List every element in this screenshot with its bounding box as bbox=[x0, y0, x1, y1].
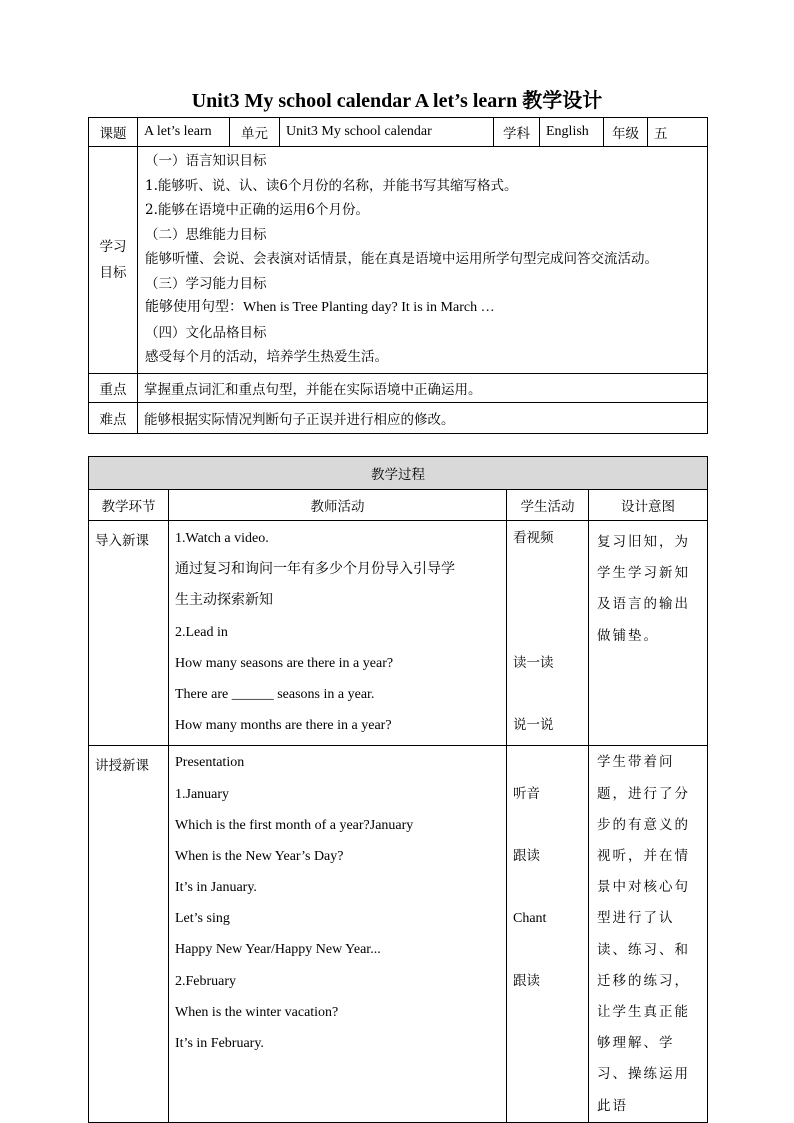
student-activity bbox=[507, 746, 589, 1122]
student-line bbox=[507, 617, 588, 648]
grade-label: 年级 bbox=[604, 118, 648, 147]
goal-line: 1.能够听、说、认、读6个月份的名称，并能书写其缩写格式。 bbox=[145, 177, 518, 194]
student-line bbox=[507, 585, 588, 616]
teacher-activity bbox=[169, 521, 507, 746]
student-line bbox=[507, 872, 588, 903]
teacher-activity bbox=[169, 746, 507, 1122]
teacher-line: When is the winter vacation? bbox=[175, 1004, 339, 1020]
goal-line: 能够听懂、会说、会表演对话情景，能在真是语境中运用所学句型完成问答交流活动。 bbox=[145, 251, 658, 267]
process-row-intro bbox=[89, 521, 708, 746]
teacher-line: 2.February bbox=[175, 973, 237, 989]
teacher-line: 通过复习和询问一年有多少个月份导入引导学 bbox=[175, 562, 455, 578]
header-stage: 教学环节 bbox=[89, 490, 169, 521]
student-line: 听音 bbox=[513, 785, 540, 802]
design-intent: 复习旧知，为学生学习新知及语言的输出做铺垫。 bbox=[589, 521, 708, 746]
process-header-row bbox=[89, 490, 708, 521]
student-activity bbox=[507, 521, 589, 746]
key-points-text: 掌握重点词汇和重点句型，并能在实际语境中正确运用。 bbox=[138, 373, 708, 402]
student-line bbox=[507, 554, 588, 585]
grade-value: 五 bbox=[648, 118, 708, 147]
subject-value: English bbox=[540, 118, 604, 147]
teacher-line: How many months are there in a year? bbox=[175, 718, 392, 734]
teacher-line: 1.January bbox=[175, 786, 230, 802]
header-intent: 设计意图 bbox=[589, 490, 708, 521]
student-line: 跟读 bbox=[513, 847, 540, 864]
stage-label: 讲授新课 bbox=[89, 746, 169, 1122]
goal-line: 能够使用句型：When is Tree Planting day? It is in March … bbox=[145, 300, 495, 315]
subject-label: 学科 bbox=[494, 118, 540, 147]
stage-label: 导入新课 bbox=[89, 521, 169, 746]
goals-label: 学习 目标 bbox=[89, 147, 138, 374]
goal-line: （一）语言知识目标 bbox=[145, 153, 267, 169]
teacher-line: Let’s sing bbox=[175, 911, 230, 927]
goal-line: 2.能够在语境中正确的运用6个月份。 bbox=[145, 202, 369, 218]
goals-content bbox=[138, 147, 708, 374]
goals-row bbox=[89, 147, 708, 374]
process-row-new bbox=[89, 746, 708, 1122]
student-line bbox=[507, 679, 588, 710]
difficulties-text: 能够根据实际情况判断句子正误并进行相应的修改。 bbox=[138, 402, 708, 433]
goal-line: （二）思维能力目标 bbox=[145, 226, 267, 243]
student-line: 看视频 bbox=[513, 530, 554, 546]
teacher-line: Happy New Year/Happy New Year... bbox=[175, 942, 381, 958]
student-line: 跟读 bbox=[513, 972, 540, 989]
teacher-line: When is the New Year’s Day? bbox=[175, 848, 344, 864]
info-row bbox=[89, 118, 708, 147]
difficulties-row bbox=[89, 402, 708, 433]
student-line bbox=[507, 997, 588, 1028]
goal-line: （四）文化品格目标 bbox=[145, 324, 267, 341]
student-line bbox=[507, 747, 588, 778]
student-line: Chant bbox=[513, 911, 547, 927]
teacher-line: 2.Lead in bbox=[175, 624, 228, 640]
teacher-line: 1.Watch a video. bbox=[175, 531, 269, 546]
student-line bbox=[507, 810, 588, 841]
student-line: 读一读 bbox=[513, 654, 554, 671]
process-title: 教学过程 bbox=[89, 457, 708, 490]
key-points-row bbox=[89, 373, 708, 402]
teacher-line: There are ______ seasons in a year. bbox=[175, 686, 375, 702]
teacher-line: It’s in January. bbox=[175, 880, 257, 896]
unit-label: 单元 bbox=[230, 118, 280, 147]
process-table bbox=[88, 456, 708, 1123]
unit-value: Unit3 My school calendar bbox=[280, 118, 494, 147]
student-line bbox=[507, 1028, 588, 1059]
difficulties-label: 难点 bbox=[89, 402, 138, 433]
info-table bbox=[88, 117, 708, 434]
goal-line: （三）学习能力目标 bbox=[145, 275, 267, 292]
teacher-line: 生主动探索新知 bbox=[175, 593, 273, 609]
header-teacher: 教师活动 bbox=[169, 490, 507, 521]
header-student: 学生活动 bbox=[507, 490, 589, 521]
teacher-line: How many seasons are there in a year? bbox=[175, 655, 394, 671]
topic-value: A let’s learn bbox=[138, 118, 230, 147]
topic-label: 课题 bbox=[89, 118, 138, 147]
teacher-line: It’s in February. bbox=[175, 1036, 264, 1051]
goal-line: 感受每个月的活动，培养学生热爱生活。 bbox=[145, 349, 388, 365]
teacher-line: Presentation bbox=[175, 755, 245, 771]
page-title: Unit3 My school calendar A let’s learn 教学设计 bbox=[191, 90, 603, 112]
student-line: 说一说 bbox=[513, 717, 554, 734]
student-line bbox=[507, 934, 588, 965]
design-intent: 学生带着问题，进行了分步的有意义的视听，并在情景中对核心句型进行了认读、练习、和迁移的练习，让学生真正能够理解、学习、操练运用此语 bbox=[589, 746, 708, 1122]
key-points-label: 重点 bbox=[89, 373, 138, 402]
teacher-line: Which is the first month of a year?January bbox=[175, 817, 414, 833]
